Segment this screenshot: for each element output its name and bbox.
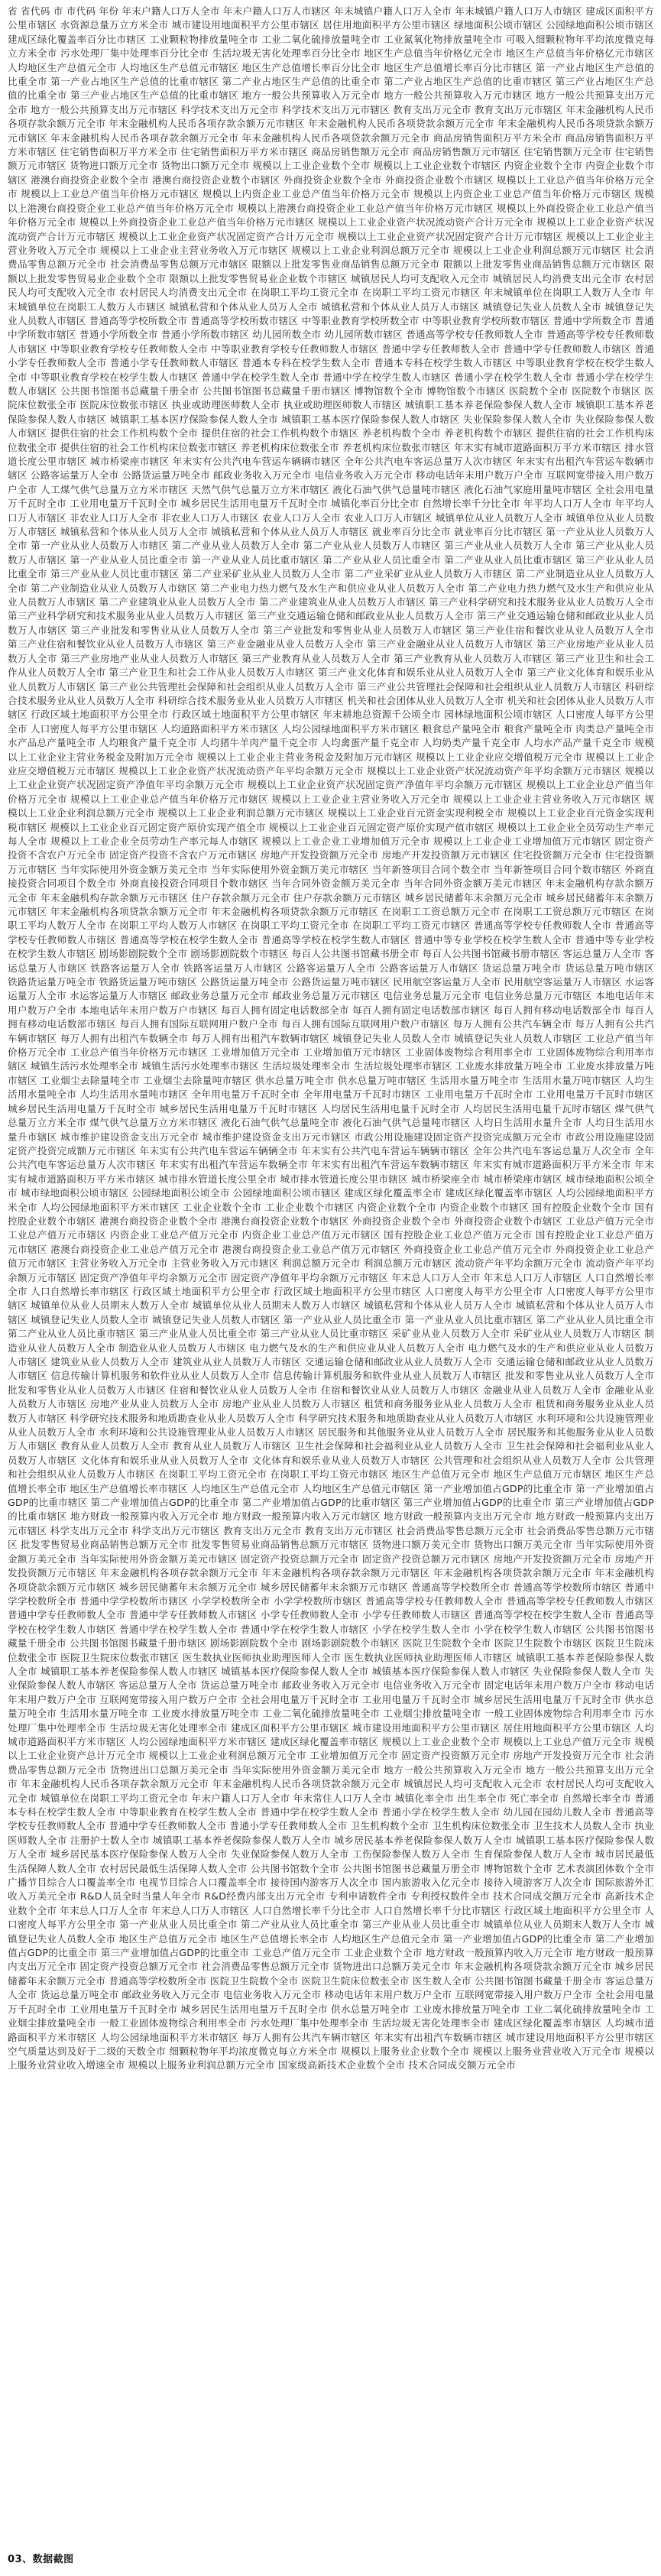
field-name-list: 省 省代码 市 市代码 年份 年末户籍人口万人全市 年末户籍人口万人市辖区 年末城镇户籍人口万人全市 年末城镇户籍人口万人市辖区 建成区面积平方公里市辖区 水资源总量万立方米全市 城市建设用地面积平方公里市辖区 居住用地面积平方公里市辖区 绿地面积公顷市辖区 公园绿地面积公顷市辖区 建成区绿化覆盖率百分比市辖区 工业颗粒物排放量吨全市 工业二氧化硫排放量吨全市 工业氮氧化物排放量吨全市 可吸入细颗粒物年平均浓度微克每立方米全市 污水处理厂集中处理率百分比全市 生活垃圾无害化处理率百分比全市 地区生产总值当年价格亿元全市 地区生产总值当年价格亿元市辖区 人均地区生产总值元全市 人均地区生产总值元市辖区 地区生产总值增长率百分比全市 地区生产总值增长率百分比市辖区 第一产业占地区生产总值的比重全市 第一产业占地区生产总值的比重市辖区 第二产业占地区生产总值的比重全市 第二产业占地区生产总值的比重市辖区 第三产业占地区生产总值的比重全市 第三产业占地区生产总值的比重市辖区 地方一般公共预算收入万元全市 地方一般公共预算收入万元市辖区 地方一般公共预算支出万元全市 地方一般公共预算支出万元市辖区 科学技术支出万元全市 科学技术支出万元市辖区 教育支出万元全市 教育支出万元市辖区 年末金融机构人民币各项存款余额万元全市 年末金融机构人民币各项存款余额万元市辖区 年末金融机构人民币各项贷款余额万元全市 年末金融机构人民币各项贷款余额万元市辖区 年末金融机构人民币各项存款余额万元全市 年末金融机构人民币各项贷款余额万元全市 商品房销售面积万平方米全市 商品房销售面积万平方米市辖区 住宅销售面积万平方米全市 住宅销售面积万平方米市辖区 商品房销售额万元全市 商品房销售额万元市辖区 住宅销售额万元全市 住宅销售额万元市辖区 货物进口额万元全市 货物出口额万元全市 规模以上工业企业数个全市 规模以上工业企业数个市辖区 内资企业数个全市 内资企业数个市辖区 港澳台商投资企业数个全市 港澳台商投资企业数个市辖区 外商投资企业数个全市 外商投资企业数个市辖区 规模以上工业总产值当年价格万元全市 规模以上工业总产值当年价格万元市辖区 规模以上内资企业工业总产值当年价格万元全市 规模以上内资企业工业总产值当年价格万元市辖区 规模以上港澳台商投资企业工业总产值当年价格万元全市 规模以上港澳台商投资企业工业总产值当年价格万元市辖区 规模以上外商投资企业工业总产值当年价格万元全市 规模以上外商投资企业工业总产值当年价格万元市辖区 规模以上工业企业资产状况流动资产合计万元全市 规模以上工业企业资产状况流动资产合计万元市辖区 规模以上工业企业资产状况固定资产合计万元全市 规模以上工业企业资产状况固定资产合计万元市辖区 规模以上工业企业主营业务收入万元全市 规模以上工业企业主营业务收入万元市辖区 规模以上工业企业利润总额万元全市 规模以上工业企业利润总额万元市辖区 社会消费品零售总额万元全市 社会消费品零售总额万元市辖区 限额以上批发零售业商品销售总额万元全市 限额以上批发零售业商品销售总额万元市辖区 限额以上批发零售贸易业企业数个全市 限额以上批发零售贸易业企业数个市辖区 城镇居民人均可支配收入元全市 城镇居民人均消费支出元全市 农村居民人均可支配收入元全市 农村居民人均消费支出元全市 在岗职工平均工资元全市 在岗职工平均工资元市辖区 年末城镇单位在岗职工人数万人全市 年末城镇单位在岗职工人数万人市辖区 城镇私营和个体从业人员万人全市 城镇私营和个体从业人员万人市辖区 城镇登记失业人员数人全市 城镇登记失业人员数人市辖区 普通高等学校所数全市 普通高等学校所数市辖区 中等职业教育学校所数全市 中等职业教育学校所数市辖区 普通中学所数全市 普通中学所数市辖区 普通小学所数全市 普通小学所数市辖区 幼儿园所数全市 幼儿园所数市辖区 普通高等学校专任教师数人全市 普通高等学校专任教师数人市辖区 中等职业教育学校专任教师数人全市 中等职业教育学校专任教师数人市辖区 普通中学专任教师数人全市 普通中学专任教师数人市辖区 普通小学专任教师数人全市 普通小学专任教师数人市辖区 普通本专科在校学生数人全市 普通本专科在校学生数人市辖区 中等职业教育学校在校学生数人全市 中等职业教育学校在校学生数人市辖区 普通中学在校学生数人全市 普通中学在校学生数人市辖区 普通小学在校学生数人全市 普通小学在校学生数人市辖区 公共图书馆图书总藏量千册全市 公共图书馆图书总藏量千册市辖区 博物馆数个全市 博物馆数个市辖区 医院数个全市 医院数个市辖区 医院床位数张全市 医院床位数张市辖区 执业或助理医师数人全市 执业或助理医师数人市辖区 城镇职工基本养老保险参保人数人全市 城镇职工基本养老保险参保人数人市辖区 城镇职工基本医疗保险参保人数人全市 城镇职工基本医疗保险参保人数人市辖区 失业保险参保人数人全市 失业保险参保人数人市辖区 提供住宿的社会工作机构数个全市 提供住宿的社会工作机构数个市辖区 养老机构数个全市 养老机构数个市辖区 提供住宿的社会工作机构床位数张全市 提供住宿的社会工作机构床位数张市辖区 养老机构床位数张全市 养老机构床位数张市辖区 年末实有城市道路面积万平方米市辖区 排水管道长度公里市辖区 城市桥梁座市辖区 年末实有公共汽电车营运车辆辆市辖区 全年公共汽电车客运总量万人次市辖区 年末实有出租汽车营运车数辆市辖区 公路客运量万人全市 公路货运量万吨全市 邮政业务收入万元全市 电信业务收入万元全市 移动电话年末用户数万户全市 互联网宽带接入用户数万户全市 人工煤气供气总量万立方米市辖区 天然气供气总量万立方米市辖区 液化石油气供气总量吨市辖区 液化石油气家庭用量吨市辖区 全社会用电量万千瓦时全市 工业用电量万千瓦时全市 城乡居民生活用电量万千瓦时全市 城镇化率百分比全市 自然增长率千分比全市 年平均人口万人全市 年平均人口万人市辖区 非农业人口万人全市 非农业人口万人市辖区 农业人口万人全市 农业人口万人市辖区 城镇单位从业人员数万人全市 城镇单位从业人员数万人市辖区 城镇私营和个体从业人员万人全市 城镇私营和个体从业人员万人市辖区 就业率百分比全市 就业率百分比市辖区 第一产业从业人员数万人全市 第一产业从业人员数万人市辖区 第二产业从业人员数万人全市 第二产业从业人员数万人市辖区 第三产业从业人员数万人全市 第三产业从业人员数万人市辖区 第一产业从业人员比重全市 第一产业从业人员比重市辖区 第二产业从业人员比重全市 第二产业从业人员比重市辖区 第三产业从业人员比重全市 第三产业从业人员比重市辖区 第二产业采矿业从业人员数万人全市 第二产业采矿业从业人员数万人市辖区 第二产业制造业从业人员数万人全市 第二产业制造业从业人员数万人市辖区 第二产业电力热力燃气及水生产和供应业从业人员数万人全市 第二产业电力热力燃气及水生产和供应业从业人员数万人市辖区 第二产业建筑业从业人员数万人全市 第二产业建筑业从业人员数万人市辖区 第三产业科学研究和技术服务业从业人员数万人全市 第三产业科学研究和技术服务业从业人员数万人市辖区 第三产业交通运输仓储和邮政业从业人员数万人全市 第三产业交通运输仓储和邮政业从业人员数万人市辖区 第三产业批发和零售业从业人员数万人全市 第三产业批发和零售业从业人员数万人市辖区 第三产业住宿和餐饮业从业人员数万人全市 第三产业住宿和餐饮业从业人员数万人市辖区 第三产业金融业从业人员数万人全市 第三产业金融业从业人员数万人市辖区 第三产业房地产业从业人员数万人全市 第三产业房地产业从业人员数万人市辖区 第三产业教育从业人员数万人全市 第三产业教育从业人员数万人市辖区 第三产业卫生和社会工作从业人员数万人全市 第三产业卫生和社会工作从业人员数万人市辖区 第三产业文化体育和娱乐业从业人员数万人全市 第三产业文化体育和娱乐业从业人员数万人市辖区 第三产业公共管理社会保障和社会组织从业人员数万人全市 第三产业公共管理社会保障和社会组织从业人员数万人市辖区 科研综合技术服务业从业人员数万人全市 科研综合技术服务业从业人员数万人市辖区 机关和社会团体从业人员数万人全市 机关和社会团体从业人员数万人市辖区 行政区域土地面积平方公里全市 行政区域土地面积平方公里市辖区 年末耕地总资源千公顷全市 园林绿地面积公顷市辖区 人口密度人每平方公里全市 人口密度人每平方公里市辖区 人均道路面积平方米市辖区 人均公园绿地面积平方米市辖区 粮食总产量吨全市 粮食产量吨全市 肉类总产量吨全市 水产品总产量吨全市 人均粮食产量千克全市 人均猪牛羊肉产量千克全市 人均禽蛋产量千克全市 人均奶类产量千克全市 人均水产品产量千克全市 规模以上工业企业主营业务税金及附加万元全市 规模以上工业企业主营业务税金及附加万元市辖区 规模以上工业企业应交增值税万元全市 规模以上工业企业应交增值税万元市辖区 规模以上工业企业资产状况流动资产年平均余额万元全市 规模以上工业企业资产状况流动资产年平均余额万元市辖区 规模以上工业企业资产状况固定资产净值年平均余额万元全市 规模以上工业企业资产状况固定资产净值年平均余额万元市辖区 规模以上工业企业总产值当年价格万元全市 规模以上工业企业总产值当年价格万元市辖区 规模以上工业企业主营业务收入万元全市 规模以上工业企业主营业务收入万元市辖区 规模以上工业企业利润总额万元全市 规模以上工业企业利润总额万元市辖区 规模以上工业企业百元资金实现利税全市 规模以上工业企业百元资金实现利税市辖区 规模以上工业企业百元固定资产原价实现产值全市 规模以上工业企业百元固定资产原价实现产值市辖区 规模以上工业企业全员劳动生产率元每人全市 规模以上工业企业全员劳动生产率元每人市辖区 规模以上工业企业工业增加值万元全市 规模以上工业企业工业增加值万元市辖区 固定资产投资不含农户万元全市 固定资产投资不含农户万元市辖区 房地产开发投资额万元全市 房地产开发投资额万元市辖区 住宅投资额万元全市 住宅投资额万元市辖区 当年实际使用外资金额万美元全市 当年实际使用外资金额万美元市辖区 当年新签项目合同个数全市 当年新签项目合同个数市辖区 外商直接投资合同项目个数全市 外商直接投资合同项目个数市辖区 当年合同外资金额万美元全市 当年合同外资金额万美元市辖区 年末金融机构存款余额万元全市 年末金融机构存款余额万元市辖区 住户存款余额万元全市 住户存款余额万元市辖区 城乡居民储蓄年末余额万元全市 城乡居民储蓄年末余额万元市辖区 年末金融机构各项贷款余额万元全市 年末金融机构各项贷款余额万元市辖区 在岗职工工资总额万元全市 在岗职工工资总额万元市辖区 在岗职工平均人数万人全市 在岗职工平均人数万人市辖区 在岗职工平均工资元全市 在岗职工平均工资元市辖区 普通高等学校专任教师数人全市 普通高等学校专任教师数人市辖区 普通高等学校在校学生数人全市 普通高等学校在校学生数人市辖区 普通中等专业学校在校学生数人全市 普通中等专业学校在校学生数人市辖区 剧场影剧院数个全市 剧场影剧院数个市辖区 每百人公共图书馆藏书册全市 每百人公共图书馆藏书册市辖区 客运总量万人全市 客运总量万人市辖区 铁路客运量万人全市 铁路客运量万人市辖区 公路客运量万人全市 公路客运量万人市辖区 货运总量万吨全市 货运总量万吨市辖区 铁路货运量万吨全市 铁路货运量万吨市辖区 公路货运量万吨全市 公路货运量万吨市辖区 民用航空客运量万人全市 民用航空客运量万人市辖区 水运客运量万人全市 水运客运量万人市辖区 邮政业务总量万元全市 邮政业务总量万元市辖区 电信业务总量万元全市 电信业务总量万元市辖区 本地电话年末用户数万户全市 本地电话年末用户数万户市辖区 每百人拥有固定电话数部全市 每百人拥有固定电话数部市辖区 每百人拥有移动电话数部全市 每百人拥有移动电话数部市辖区 每百人拥有国际互联网用户数户全市 每百人拥有国际互联网用户数户市辖区 每万人拥有公共汽车辆全市 每万人拥有公共汽车辆市辖区 每万人拥有出租汽车数辆全市 每万人拥有出租汽车数辆市辖区 城镇登记失业人员数人全市 城镇登记失业人员数人市辖区 工业总产值当年价格万元全市 工业总产值当年价格万元市辖区 工业增加值万元全市 工业增加值万元市辖区 工业固体废物综合利用率全市 工业固体废物综合利用率市辖区 城镇生活污水处理率全市 城镇生活污水处理率市辖区 生活垃圾处理率全市 生活垃圾处理率市辖区 工业废水排放量万吨全市 工业废水排放量万吨市辖区 工业烟尘去除量吨全市 工业烟尘去除量吨市辖区 供水总量万吨全市 供水总量万吨市辖区 生活用水量万吨全市 生活用水量万吨市辖区 人均生活用水量吨全市 人均生活用水量吨市辖区 全年用电量万千瓦时全市 全年用电量万千瓦时市辖区 工业用电量万千瓦时全市 工业用电量万千瓦时市辖区 城乡居民生活用电量万千瓦时全市 城乡居民生活用电量万千瓦时市辖区 人均居民生活用电量千瓦时全市 人均居民生活用电量千瓦时市辖区 煤气供气总量万立方米全市 煤气供气总量万立方米市辖区 液化石油气供气总量吨全市 液化石油气供气总量吨市辖区 人均日生活用水量升全市 人均日生活用水量升市辖区 城市维护建设资金支出万元全市 城市维护建设资金支出万元市辖区 市政公用设施建设固定资产投资完成额万元全市 市政公用设施建设固定资产投资完成额万元市辖区 年末实有公共汽电车营运车辆辆全市 年末实有公共汽电车营运车辆辆市辖区 全年公共汽电车客运总量万人次全市 全年公共汽电车客运总量万人次市辖区 年末实有出租汽车营运车数辆全市 年末实有出租汽车营运车数辆市辖区 年末实有城市道路面积万平方米全市 年末实有城市道路面积万平方米市辖区 城市排水管道长度公里全市 城市排水管道长度公里市辖区 城市桥梁座全市 城市桥梁座市辖区 城市绿地面积公顷全市 城市绿地面积公顷市辖区 公园绿地面积公顷全市 公园绿地面积公顷市辖区 建成区绿化覆盖率全市 建成区绿化覆盖率市辖区 人均公园绿地面积平方米全市 人均公园绿地面积平方米市辖区 工业企业数个全市 工业企业数个市辖区 内资企业数个全市 内资企业数个市辖区 国有控股企业数个全市 国有控股企业数个市辖区 港澳台商投资企业数个全市 港澳台商投资企业数个市辖区 外商投资企业数个全市 外商投资企业数个市辖区 工业总产值万元全市 工业总产值万元市辖区 内资企业工业总产值万元全市 内资企业工业总产值万元市辖区 国有控股企业工业总产值万元全市 国有控股企业工业总产值万元市辖区 港澳台商投资企业工业总产值万元全市 港澳台商投资企业工业总产值万元市辖区 外商投资企业工业总产值万元全市 外商投资企业工业总产值万元市辖区 主营业务收入万元全市 主营业务收入万元市辖区 利润总额万元全市 利润总额万元市辖区 流动资产年平均余额万元全市 流动资产年平均余额万元市辖区 固定资产净值年平均余额万元全市 固定资产净值年平均余额万元市辖区 年末总人口万人全市 年末总人口万人市辖区 人口自然增长率全市 人口自然增长率市辖区 行政区域土地面积平方公里全市 行政区域土地面积平方公里市辖区 人口密度人每平方公里全市 人口密度人每平方公里市辖区 城镇单位从业人员期末人数万人全市 城镇单位从业人员期末人数万人市辖区 城镇私营和个体从业人员万人全市 城镇私营和个体从业人员万人市辖区 城镇登记失业人员数人全市 城镇登记失业人员数人市辖区 第一产业从业人员比重全市 第一产业从业人员比重市辖区 第二产业从业人员比重全市 第二产业从业人员比重市辖区 第三产业从业人员比重全市 第三产业从业人员比重市辖区 采矿业从业人员数万人全市 采矿业从业人员数万人市辖区 制造业从业人员数万人全市 制造业从业人员数万人市辖区 电力燃气及水的生产和供应业从业人员数万人全市 电力燃气及水的生产和供应业从业人员数万人市辖区 建筑业从业人员数万人全市 建筑业从业人员数万人市辖区 交通运输仓储和邮政业从业人员数万人全市 交通运输仓储和邮政业从业人员数万人市辖区 信息传输计算机服务和软件业从业人员数万人全市 信息传输计算机服务和软件业从业人员数万人市辖区 批发和零售业从业人员数万人全市 批发和零售业从业人员数万人市辖区 住宿和餐饮业从业人员数万人全市 住宿和餐饮业从业人员数万人市辖区 金融业从业人员数万人全市 金融业从业人员数万人市辖区 房地产业从业人员数万人全市 房地产业从业人员数万人市辖区 租赁和商务服务业从业人员数万人全市 租赁和商务服务业从业人员数万人市辖区 科学研究技术服务和地质勘查业从业人员数万人全市 科学研究技术服务和地质勘查业从业人员数万人市辖区 水利环境和公共设施管理业从业人员数万人全市 水利环境和公共设施管理业从业人员数万人市辖区 居民服务和其他服务业从业人员数万人全市 居民服务和其他服务业从业人员数万人市辖区 教育从业人员数万人全市 教育从业人员数万人市辖区 卫生社会保障和社会福利业从业人员数万人全市 卫生社会保障和社会福利业从业人员数万人市辖区 文化体育和娱乐业从业人员数万人全市 文化体育和娱乐业从业人员数万人市辖区 公共管理和社会组织从业人员数万人全市 公共管理和社会组织从业人员数万人市辖区 在岗职工平均工资元全市 在岗职工平均工资元市辖区 地区生产总值万元全市 地区生产总值万元市辖区 地区生产总值增长率全市 地区生产总值增长率市辖区 人均地区生产总值元全市 人均地区生产总值元市辖区 第一产业增加值占GDP的比重全市 第一产业增加值占GDP的比重市辖区 第二产业增加值占GDP的比重全市 第二产业增加值占GDP的比重市辖区 第三产业增加值占GDP的比重全市 第三产业增加值占GDP的比重市辖区 地方财政一般预算内收入万元全市 地方财政一般预算内收入万元市辖区 地方财政一般预算内支出万元全市 地方财政一般预算内支出万元市辖区 科学支出万元全市 科学支出万元市辖区 教育支出万元全市 教育支出万元市辖区 社会消费品零售总额万元全市 社会消费品零售总额万元市辖区 批发零售贸易业商品销售总额万元全市 批发零售贸易业商品销售总额万元市辖区 货物进口额万美元全市 货物出口额万美元全市 当年实际使用外资金额万美元全市 当年实际使用外资金额万美元市辖区 固定资产投资总额万元全市 固定资产投资总额万元市辖区 房地产开发投资额万元全市 房地产开发投资额万元市辖区 年末金融机构各项存款余额万元全市 年末金融机构各项存款余额万元市辖区 年末金融机构各项贷款余额万元全市 年末金融机构各项贷款余额万元市辖区 城乡居民储蓄年末余额万元全市 城乡居民储蓄年末余额万元市辖区 普通高等学校数所全市 普通高等学校数所市辖区 普通中学学校数所全市 普通中学学校数所市辖区 小学学校数所全市 小学学校数所市辖区 普通高等学校专任教师数人全市 普通高等学校专任教师数人市辖区 普通中学专任教师数人全市 普通中学专任教师数人市辖区 小学专任教师数人全市 小学专任教师数人市辖区 普通高等学校在校学生数人全市 普通高等学校在校学生数人市辖区 普通中学在校学生数人全市 普通中学在校学生数人市辖区 小学在校学生数人全市 小学在校学生数人市辖区 公共图书馆图书藏量千册全市 公共图书馆图书藏量千册市辖区 剧场影剧院数个全市 剧场影剧院数个市辖区 医院卫生院数个全市 医院卫生院数个市辖区 医院卫生院床位数张全市 医院卫生院床位数张市辖区 医生数执业医师执业助理医师人全市 医生数执业医师执业助理医师人市辖区 城镇职工基本养老保险参保人数人全市 城镇职工基本养老保险参保人数人市辖区 城镇基本医疗保险参保人数人全市 城镇基本医疗保险参保人数人市辖区 失业保险参保人数人全市 失业保险参保人数人市辖区 客运总量万人全市 货运总量万吨全市 邮政业务收入万元全市 电信业务收入万元全市 固定电话年末用户数万户全市 移动电话年末用户数万户全市 互联网宽带接入用户数万户全市 全社会用电量万千瓦时全市 工业用电量万千瓦时全市 城乡居民生活用电量万千瓦时全市 供水总量万吨全市 生活用水量万吨全市 工业废水排放量万吨全市 工业二氧化硫排放量吨全市 工业烟尘排放量吨全市 一般工业固体废物综合利用率全市 污水处理厂集中处理率全市 生活垃圾无害化处理率全市 建成区面积平方公里市辖区 城市建设用地面积平方公里市辖区 居住用地面积平方公里市辖区 人均城市道路面积平方米市辖区 人均公园绿地面积平方米市辖区 建成区绿化覆盖率市辖区 规模以上工业企业数个全市 规模以上工业总产值万元全市 规模以上工业企业资产总计万元全市 规模以上工业企业利润总额万元全市 工业增加值万元全市 固定资产投资额万元全市 房地产开发投资万元全市 社会消费品零售总额万元全市 货物进出口总额万美元全市 当年实际使用外资金额万美元全市 地方一般公共预算收入万元全市 地方一般公共预算支出万元全市 年末金融机构人民币各项存款余额万元全市 年末金融机构人民币各项贷款余额万元全市 城镇居民人均可支配收入元全市 农村居民人均可支配收入元全市 城镇单位在岗职工平均工资元全市 年末户籍人口万人全市 年末常住人口万人全市 城镇化率全市 出生率全市 死亡率全市 自然增长率全市 普通本专科在校学生数人全市 中等职业教育在校学生数人全市 普通中学在校学生数人全市 普通小学在校学生数人全市 幼儿园在园幼儿数人全市 普通高等学校专任教师数人全市 普通中学专任教师数人全市 普通小学专任教师数人全市 卫生机构数个全市 卫生机构床位数张全市 卫生技术人员数人全市 执业医师数人全市 注册护士数人全市 城镇职工基本养老保险参保人数万人全市 城乡居民基本养老保险参保人数万人全市 城镇职工基本医疗保险参保人数万人全市 城乡居民基本医疗保险参保人数万人全市 失业保险参保人数万人全市 工伤保险参保人数万人全市 生育保险参保人数万人全市 城市居民最低生活保障人数人全市 农村居民最低生活保障人数人全市 公共图书馆数个全市 公共图书馆图书总藏量万册全市 博物馆数个全市 艺术表演团体数个全市 广播节目综合人口覆盖率全市 电视节目综合人口覆盖率全市 接待国内游客万人次全市 国内旅游收入亿元全市 接待入境游客万人次全市 国际旅游外汇收入万美元全市 R&D人员全时当量人年全市 R&D经费内部支出万元全市 专利申请数件全市 专利授权数件全市 技术合同成交额万元全市 高新技术企业数个全市 年末总人口万人全市 年末总人口万人市辖区 人口自然增长率千分比全市 人口自然增长率千分比市辖区 行政区域土地面积平方公里全市 人口密度人每平方公里全市 第一产业从业人员比重全市 第二产业从业人员比重全市 第三产业从业人员比重全市 城镇单位从业人员期末人数万人全市 城镇登记失业人员数人全市 地区生产总值万元全市 地区生产总值增长率全市 人均地区生产总值元全市 第一产业增加值占GDP的比重全市 第二产业增加值占GDP的比重全市 第三产业增加值占GDP的比重全市 工业总产值万元全市 工业企业数个全市 地方财政一般预算内收入万元全市 地方财政一般预算内支出万元全市 固定资产投资总额万元全市 社会消费品零售总额万元全市 货物进出口总额万美元全市 年末金融机构各项贷款余额万元全市 城乡居民储蓄年末余额万元全市 普通高等学校数所全市 医院卫生院数个全市 医院卫生院床位数张全市 医生数人全市 公共图书馆图书藏量千册全市 客运总量万人全市 货运总量万吨全市 邮政业务收入万元全市 电信业务收入万元全市 移动电话年末用户数万户全市 互联网宽带接入用户数万户全市 全社会用电量万千瓦时全市 工业用电量万千瓦时全市 城乡居民生活用电量万千瓦时全市 供水总量万吨全市 工业废水排放量万吨全市 工业二氧化硫排放量吨全市 工业烟尘排放量吨全市 一般工业固体废物综合利用率全市 污水处理厂集中处理率全市 生活垃圾无害化处理率全市 建成区绿化覆盖率市辖区 人均城市道路面积平方米市辖区 人均公园绿地面积平方米市辖区 每万人拥有公共汽车辆市辖区 年末实有出租汽车数辆市辖区 城市建设用地面积平方公里市辖区 空气质量达到及好于二级的天数全市 细颗粒物年平均浓度微克每立方米全市 规模以上服务业企业数个全市 规模以上服务业营业收入万元全市 规模以上服务业营业收入增速全市 规模以上服务业利润总额万元全市 国家级高新技术企业数个全市 技术合同成交额万元全市 — [8, 5, 654, 2072]
section-caption: 03、数据截图 — [8, 2554, 74, 2565]
